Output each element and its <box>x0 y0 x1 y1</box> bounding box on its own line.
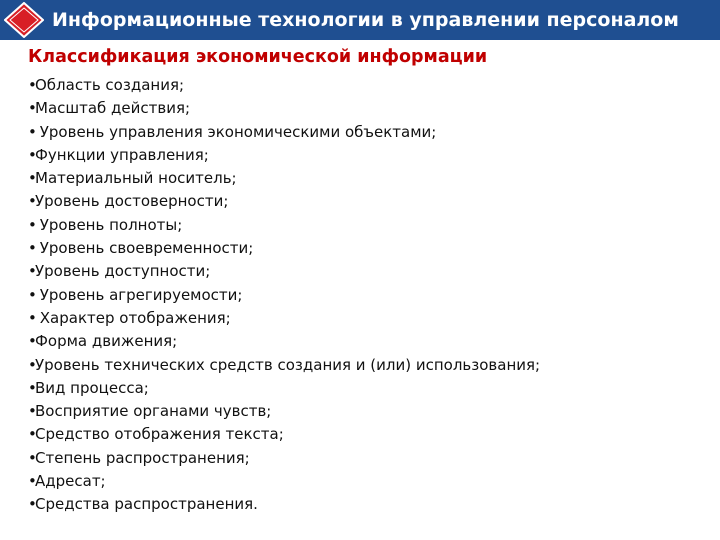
list-item-text: Средство отображения текста; <box>35 425 284 444</box>
list-item <box>28 307 540 330</box>
bullet-icon: • <box>28 378 37 397</box>
list-item-text: Область создания; <box>35 76 185 94</box>
bullet-icon: • <box>28 425 37 444</box>
list-item <box>28 214 540 237</box>
bullet-icon: • <box>28 308 37 327</box>
bullet-icon: • <box>28 215 37 234</box>
classification-list <box>28 74 540 517</box>
list-item <box>28 377 540 400</box>
list-item-text: Вид процесса; <box>35 378 149 397</box>
list-item <box>28 354 540 377</box>
list-item-text: Уровень агрегируемости; <box>35 285 243 304</box>
page-title: Информационные технологии в управлении персоналом <box>52 9 679 31</box>
bullet-icon: • <box>28 402 37 421</box>
list-item <box>28 237 540 260</box>
bullet-icon: • <box>28 76 37 94</box>
list-item-text: Средства распространения. <box>35 495 258 514</box>
list-item-text: Уровень полноты; <box>35 215 183 234</box>
list-item-text: Уровень своевременности; <box>35 239 254 258</box>
list-item-text: Степень распространения; <box>35 448 250 467</box>
bullet-icon: • <box>28 239 37 258</box>
list-item <box>28 284 540 307</box>
list-item-text: Форма движения; <box>35 332 178 351</box>
list-item-text: Масштаб действия; <box>35 99 191 118</box>
list-item-text: Адресат; <box>35 472 106 491</box>
list-item-text: Уровень доступности; <box>35 262 211 281</box>
bullet-icon: • <box>28 448 37 467</box>
bullet-icon: • <box>28 495 37 514</box>
list-item <box>28 330 540 353</box>
list-item <box>28 493 540 516</box>
list-item <box>28 470 540 493</box>
list-item-text: Уровень технических средств создания и (или) использования; <box>35 355 541 374</box>
list-item <box>28 121 540 144</box>
list-item-text: Восприятие органами чувств; <box>35 402 272 421</box>
list-item <box>28 400 540 423</box>
list-item <box>28 423 540 446</box>
list-item <box>28 447 540 470</box>
list-item-text: Уровень достоверности; <box>35 192 229 211</box>
list-item-text: Характер отображения; <box>35 308 231 327</box>
list-item-text: Уровень управления экономическими объектами; <box>35 122 437 141</box>
bullet-icon: • <box>28 145 37 164</box>
header-bar <box>0 0 720 40</box>
logo-icon <box>4 2 44 38</box>
list-item-text: Функции управления; <box>35 145 209 164</box>
bullet-icon: • <box>28 332 37 351</box>
bullet-icon: • <box>28 262 37 281</box>
bullet-icon: • <box>28 99 37 118</box>
list-item <box>28 190 540 213</box>
bullet-icon: • <box>28 192 37 211</box>
bullet-icon: • <box>28 122 37 141</box>
bullet-icon: • <box>28 355 37 374</box>
list-item <box>28 74 540 97</box>
list-item <box>28 167 540 190</box>
list-item-text: Материальный носитель; <box>35 169 237 188</box>
bullet-icon: • <box>28 285 37 304</box>
section-heading: Классификация экономической информации <box>28 47 488 67</box>
list-item <box>28 97 540 120</box>
bullet-icon: • <box>28 169 37 188</box>
list-item <box>28 144 540 167</box>
list-item <box>28 260 540 283</box>
bullet-icon: • <box>28 472 37 491</box>
